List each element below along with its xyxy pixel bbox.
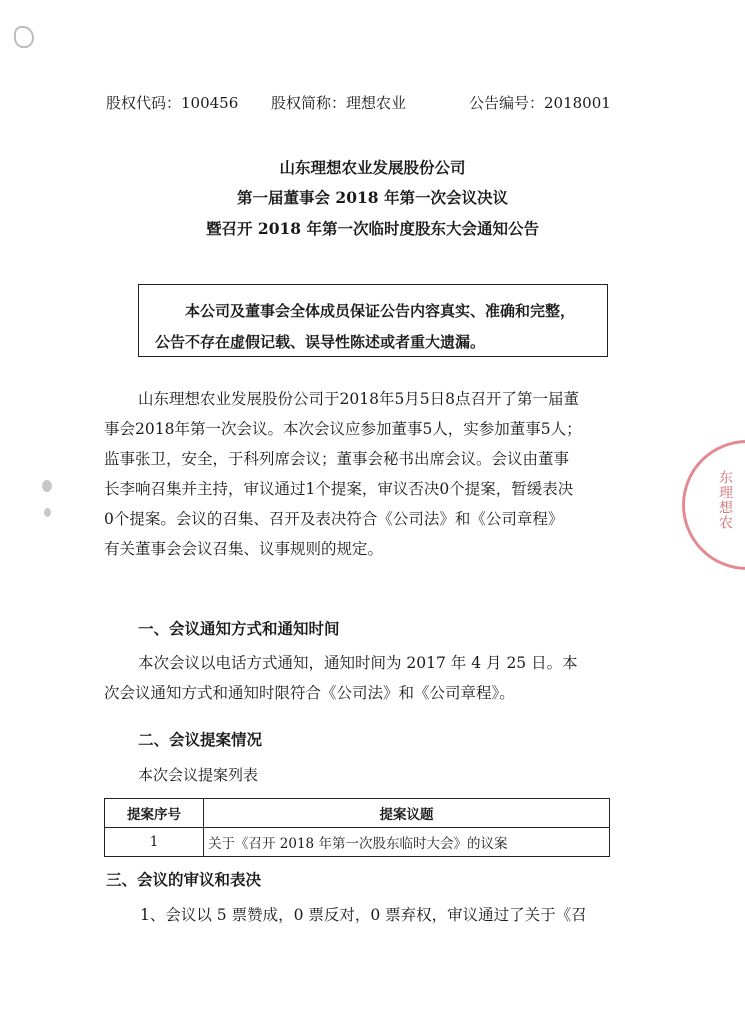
meeting-title: 第一届董事会 2018 年第一次会议决议: [237, 188, 508, 207]
scan-artifact-mark: [14, 26, 34, 48]
disclaimer-line: 公告不存在虚假记载、误导性陈述或者重大遗漏。: [155, 333, 486, 351]
voting-paragraph: [106, 900, 587, 930]
intro-paragraph: [104, 384, 582, 564]
paragraph-line: 次会议通知方式和通知时限符合《公司法》和《公司章程》。: [104, 684, 515, 702]
seal-text: 东理想农: [717, 470, 733, 530]
proposal-table: [104, 798, 610, 857]
table-caption: 本次会议提案列表: [138, 766, 259, 784]
scan-artifact-mark: [44, 508, 51, 517]
disclaimer-line: 本公司及董事会全体成员保证公告内容真实、准确和完整，: [185, 302, 576, 320]
table-header-row: [105, 799, 610, 828]
proposal-seq-cell: 1: [105, 828, 204, 857]
table-row: [105, 828, 610, 857]
paragraph-line: 本次会议以电话方式通知，通知时间为 2017 年 4 月 25 日。本: [138, 654, 578, 672]
section-heading-proposals: 二、会议提案情况: [138, 730, 263, 749]
column-header-seq: 提案序号: [105, 799, 204, 828]
notification-paragraph: [104, 648, 578, 708]
notice-title: 暨召开 2018 年第一次临时度股东大会通知公告: [206, 219, 539, 238]
section-heading-notification: 一、会议通知方式和通知时间: [138, 619, 340, 638]
announcement-number: 公告编号：2018001: [469, 94, 611, 112]
section-heading-voting: 三、会议的审议和表决: [106, 870, 262, 889]
paragraph-line: 有关董事会会议召集、议事规则的规定。: [104, 540, 384, 558]
stock-code: 股权代码：100456: [106, 94, 239, 112]
paragraph-line: 长李响召集并主持，审议通过1个提案，审议否决0个提案，暂缓表决: [104, 480, 574, 498]
disclaimer-box: [138, 284, 608, 357]
stock-abbreviation: 股权简称：理想农业: [271, 94, 407, 112]
column-header-topic: 提案议题: [204, 799, 610, 828]
document-header: [106, 92, 621, 114]
scan-artifact-mark: [42, 480, 52, 492]
company-title: 山东理想农业发展股份公司: [279, 158, 466, 177]
paragraph-line: 监事张卫，安全，于科列席会议；董事会秘书出席会议。会议由董事: [104, 450, 570, 468]
paragraph-line: 0个提案。会议的召集、召开及表决符合《公司法》和《公司章程》: [104, 510, 564, 528]
paragraph-line: 事会2018年第一次会议。本次会议应参加董事5人，实参加董事5人；: [104, 420, 582, 438]
paragraph-line: 1、会议以 5 票赞成，0 票反对，0 票弃权，审议通过了关于《召: [140, 906, 587, 924]
paragraph-line: 山东理想农业发展股份公司于2018年5月5日8点召开了第一届董: [138, 390, 580, 408]
proposal-topic-cell: 关于《召开 2018 年第一次股东临时大会》的议案: [204, 828, 610, 857]
